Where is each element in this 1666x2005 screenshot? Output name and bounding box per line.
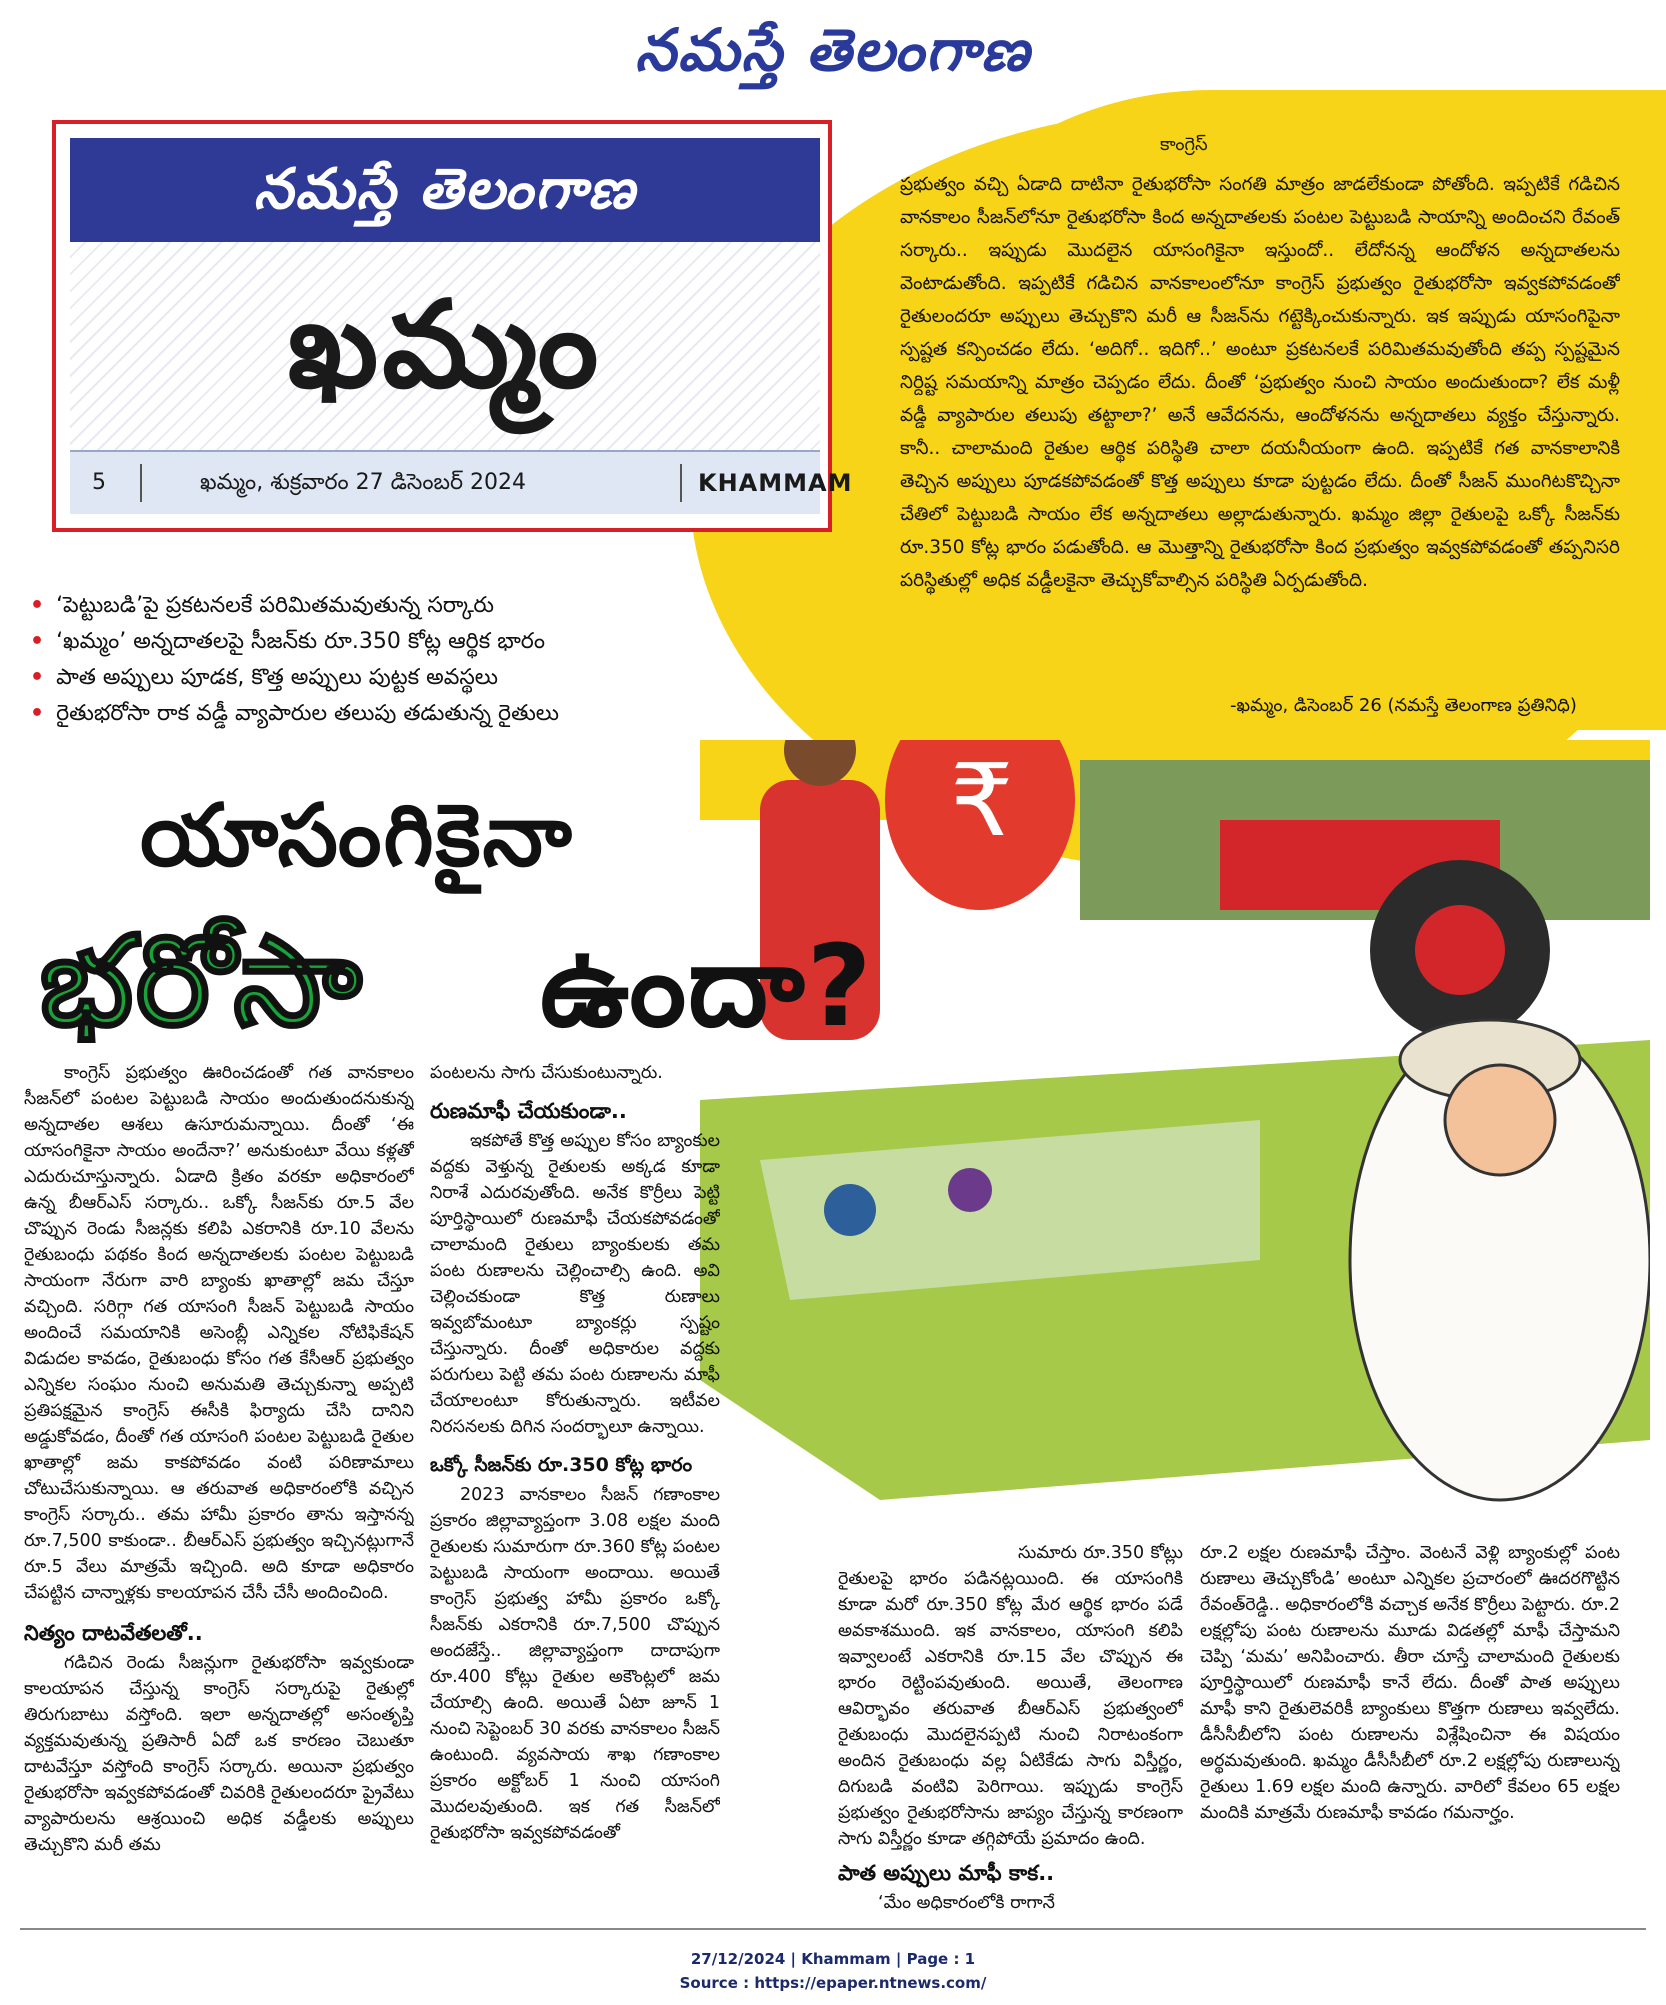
summary-bullets — [30, 588, 710, 732]
article-column-2 — [430, 1060, 720, 1920]
paragraph: ‘మేం అధికారంలోకి రాగానే — [878, 1893, 1055, 1913]
article-column-4 — [1200, 1540, 1620, 1920]
footer-source-link[interactable]: Source : https://epaper.ntnews.com/ — [679, 1974, 987, 1992]
paragraph: 2023 వానకాలం సీజన్‌ గణాంకాల ప్రకారం జిల్లావ్యాప్తంగా 3.08 లక్షల మంది రైతులకు సుమారుగా రూ.360 కోట్ల పంటల పెట్టుబడి సాయంగా అందాయి. అయితే కాంగ్రెస్‌ ప్రభుత్వ హామీ ప్రకారం ఒక్కో సీజన్‌కు ఎకరానికి రూ.7,500 చొప్పున అందజేస్తే.. జిల్లావ్యాప్తంగా దాదాపుగా రూ.400 కోట్లు రైతుల అకౌంట్లలో జమ చేయాల్సి ఉంది. అయితే ఏటా జూన్‌ 1 నుంచి సెప్టెంబర్‌ 30 వరకు వానకాలం సీజన్‌ ఉంటుంది. వ్యవసాయ శాఖ గణాంకాల ప్రకారం అక్టోబర్‌ 1 నుంచి యాసంగి మొదలవుతుంది. ఇక గత సీజన్‌లో రైతుభరోసా ఇవ్వకపోవడంతో — [430, 1485, 720, 1843]
page-number: 5 — [92, 470, 106, 495]
intro-label: కాంగ్రెస్ — [1160, 134, 1208, 155]
farm-photo-collage — [700, 740, 1650, 1540]
edition-district-panel — [70, 242, 820, 450]
edition-district: ఖమ్మం — [287, 276, 603, 415]
divider — [680, 464, 682, 502]
headline-line2-black: ఉందా? — [540, 922, 874, 1052]
paragraph: కాంగ్రెస్‌ ప్రభుత్వం ఊరించడంతో గత వానకాలం సీజన్‌లో పంటల పెట్టుబడి సాయం అందుతుందనుకున్న అన్నదాతల ఆశలు ఉసూరుమన్నాయి. దీంతో ‘ఈ యాసంగికైనా సాయం అందేనా?’ అనుకుంటూ వేయి కళ్లతో ఎదురుచూస్తున్నారు. ఏడాది క్రితం వరకూ అధికారంలో ఉన్న బీఆర్‌ఎస్‌ సర్కారు.. ఒక్కో సీజన్‌కు రూ.5 వేల చొప్పున రెండు సీజన్లకు కలిపి ఎకరానికి రూ.10 వేలను రైతుబంధు పథకం కింద అన్నదాతలకు పంటల పెట్టుబడి సాయంగా నేరుగా వారి బ్యాంకు ఖాతాల్లో జమ చేస్తూ వచ్చింది. సరిగ్గా గత యాసంగి సీజన్‌ పెట్టుబడి సాయం అందించే సమయానికి అసెంబ్లీ ఎన్నికల నోటిఫికేషన్‌ విడుదల కావడం, రైతుబంధు కోసం గత కేసీఆర్‌ ప్రభుత్వం ఎన్నికల సంఘం నుంచి అనుమతి తెచ్చుకున్నా అప్పటి ప్రతిపక్షమైన కాంగ్రెస్‌ ఈసీకి ఫిర్యాదు చేసి దానిని అడ్డుకోవడం, దీంతో గత యాసంగి పంటల పెట్టుబడి రైతుల ఖాతాల్లో జమ కాకపోవడం వంటి పరిణామాలు చోటుచేసుకున్నాయి. ఆ తరువాత అధికారంలోకి వచ్చిన కాంగ్రెస్‌ సర్కారు.. తమ హామీ ప్రకారం తాను ఇస్తానన్న రూ.7,500 కాకుండా.. బీఆర్‌ఎస్‌ ప్రభుత్వం ఇచ్చినట్లుగానే రూ.5 వేలు మాత్రమే ఇచ్చింది. అది కూడా అధికారం చేపట్టిన చాన్నాళ్లకు కాలయాపన చేసీ చేసీ అందించింది. — [24, 1063, 414, 1603]
article-column-3 — [838, 1540, 1183, 1920]
footer-line-1: 27/12/2024 | Khammam | Page : 1 — [690, 1950, 976, 1968]
bullet-item: • ‘ఖమ్మం’ అన్నదాతలపై సీజన్‌కు రూ.350 కోట్ల ఆర్థిక భారం — [30, 629, 545, 654]
bullet-item: • ‘పెట్టుబడి’పై ప్రకటనలకే పరిమితమవుతున్న సర్కారు — [30, 593, 495, 618]
photo-illustration — [700, 740, 1650, 1540]
paragraph: పంటలను సాగు చేసుకుంటున్నారు. — [430, 1063, 663, 1083]
intro-paragraph: ప్రభుత్వం వచ్చి ఏడాది దాటినా రైతుభరోసా సంగతి మాత్రం జాడలేకుండా పోతోంది. ఇప్పటికే గడిచిన వానకాలం సీజన్‌లోనూ రైతుభరోసా కింద అన్నదాతలకు పంటల పెట్టుబడి సాయాన్ని అందించని రేవంత్‌ సర్కారు.. ఇప్పుడు మొదలైన యాసంగికైనా ఇస్తుందో.. లేదోనన్న ఆందోళన అన్నదాతలను వెంటాడుతోంది. ఇప్పటికే గడిచిన వానకాలంలోనూ కాంగ్రెస్‌ ప్రభుత్వం రైతుభరోసా ఇవ్వకపోవడంతో రైతులందరూ అప్పులు తెచ్చుకొని మరీ ఆ సీజన్‌ను గట్టెక్కించుకున్నారు. ఇక ఇప్పుడు యాసంగిపైనా స్పష్టత కన్పించడం లేదు. ‘అదిగో.. ఇదిగో..’ అంటూ ప్రకటనలకే పరిమితమవుతోంది తప్ప స్పష్టమైన నిర్దిష్ట సమయాన్ని మాత్రం చెప్పడం లేదు. దీంతో ‘ప్రభుత్వం నుంచి సాయం అందుతుందా? లేక మళ్లీ వడ్డీ వ్యాపారుల తలుపు తట్టాలా?’ అనే ఆవేదనను, ఆందోళనను అన్నదాతలు వ్యక్తం చేస్తున్నారు. కానీ.. చాలామంది రైతుల ఆర్థిక పరిస్థితి చాలా దయనీయంగా ఉంది. ఇప్పటికే గత వానకాలానికి తెచ్చిన అప్పులు పూడకపోవడంతో కొత్త అప్పులు కూడా పుట్టడం లేదు. దీంతో సీజన్‌ ముంగిటకొచ్చినా చేతిలో పెట్టుబడి సాయం లేక అన్నదాతలు అల్లాడుతున్నారు. ఖమ్మం జిల్లా రైతులపై ఒక్కో సీజన్‌కు రూ.350 కోట్ల భారం పడుతోంది. ఆ మొత్తాన్ని రైతుభరోసా కింద ప్రభుత్వం ఇవ్వకపోవడంతో తప్పనిసరి పరిస్థితుల్లో అధిక వడ్డీలకైనా తెచ్చుకోవాల్సిన పరిస్థితి ఏర్పడుతోంది. — [900, 174, 1620, 591]
intro-byline: -ఖమ్మం, డిసెంబర్‌ 26 (నమస్తే తెలంగాణ ప్రతినిధి) — [1230, 695, 1577, 716]
date-text: ఖమ్మం, శుక్రవారం 27 డిసెంబర్ 2024 — [200, 470, 527, 495]
paragraph: సుమారు రూ.350 కోట్లు రైతులపై భారం పడినట్లయింది. ఈ యాసంగికి కూడా మరో రూ.350 కోట్ల మేర ఆర్థిక భారం పడే అవకాశముంది. ఇక వానకాలం, యాసంగి కలిపి ఇవ్వాలంటే ఎకరానికి రూ.15 వేల చొప్పున ఈ భారం రెట్టింపవుతుంది. అయితే, తెలంగాణ ఆవిర్భావం తరువాత బీఆర్‌ఎస్‌ ప్రభుత్వంలో రైతుబంధు మొదలైనప్పటి నుంచి నిరాటంకంగా అందిన రైతుబంధు వల్ల ఏటికేడు సాగు విస్తీర్ణం, దిగుబడి వంటివి పెరిగాయి. ఇప్పుడు కాంగ్రెస్‌ ప్రభుత్వం రైతుభరోసాను జాప్యం చేస్తున్న కారణంగా సాగు విస్తీర్ణం కూడా తగ్గిపోయే ప్రమాదం ఉంది. — [838, 1543, 1183, 1849]
worker-figure — [824, 1184, 876, 1236]
headline-line2-green: భరోసా — [40, 910, 365, 1054]
paragraph: గడిచిన రెండు సీజన్లుగా రైతుభరోసా ఇవ్వకుండా కాలయాపన చేస్తున్న కాంగ్రెస్‌ సర్కారుపై రైతుల్లో తిరుగుబాటు వస్తోంది. ఇలా అన్నదాతల్లో అసంతృప్తి వ్యక్తమవుతున్న ప్రతిసారీ ఏదో ఒక కారణం చెబుతూ దాటవేస్తూ వస్తోంది కాంగ్రెస్‌ సర్కారు. అయినా ప్రభుత్వం రైతుభరోసా ఇవ్వకపోవడంతో చివరికి రైతులందరూ ప్రైవేటు వ్యాపారులను ఆశ్రయించి అధిక వడ్డీలకు అప్పులు తెచ్చుకొని మరీ తమ — [24, 1653, 414, 1855]
worker-figure — [948, 1168, 992, 1212]
masthead-title: నమస్తే తెలంగాణ — [635, 16, 1031, 84]
edition-brand-bar — [70, 138, 820, 242]
edition-brand: నమస్తే తెలంగాణ — [253, 157, 637, 222]
bullet-item: • రైతుభరోసా రాక వడ్డీ వ్యాపారుల తలుపు తడుతున్న రైతులు — [30, 701, 560, 726]
subheading: పాత అప్పులు మాఫీ కాక.. — [838, 1861, 1055, 1885]
subheading: రుణమాఫీ చేయకుండా.. — [430, 1099, 627, 1123]
edition-dateline — [70, 450, 853, 514]
divider — [140, 464, 142, 502]
article-column-1 — [24, 1060, 414, 1920]
tractor-hub — [1415, 905, 1505, 995]
footer-rule — [20, 1928, 1646, 1930]
subheading: నిత్యం దాటవేతలతో.. — [24, 1621, 203, 1645]
city-label: KHAMMAM — [698, 469, 853, 497]
cartoon-face — [1445, 1065, 1555, 1175]
paragraph: ఇకపోతే కొత్త అప్పుల కోసం బ్యాంకుల వద్దకు వెళ్తున్న రైతులకు అక్కడ కూడా నిరాశే ఎదురవుతోంది. అనేక కొర్రీలు పెట్టి పూర్తిస్థాయిలో రుణమాఫీ చేయకపోవడంతో చాలామంది రైతులు బ్యాంకులకు తమ పంట రుణాలను చెల్లించాల్సి ఉంది. అవి చెల్లించకుండా కొత్త రుణాలు ఇవ్వబోమంటూ బ్యాంకర్లు స్పష్టం చేస్తున్నారు. దీంతో అధికారుల వద్దకు పరుగులు పెట్టి తమ పంట రుణాలను మాఫీ చేయాలంటూ కోరుతున్నారు. ఇటీవల నిరసనలకు దిగిన సందర్భాలూ ఉన్నాయి. — [430, 1131, 720, 1437]
rupee-icon: ₹ — [950, 742, 1014, 859]
subheading: ఒక్కో సీజన్‌కు రూ.350 కోట్ల భారం — [430, 1454, 693, 1476]
paragraph: రూ.2 లక్షల రుణమాఫీ చేస్తాం. వెంటనే వెళ్లి బ్యాంకుల్లో పంట రుణాలు తెచ్చుకోండి’ అంటూ ఎన్నికల ప్రచారంలో ఊదరగొట్టిన రేవంత్‌రెడ్డి.. అధికారంలోకి వచ్చాక అనేక కొర్రీలు పెట్టారు. రూ.2 లక్షల్లోపు పంట రుణాలను మూడు విడతల్లో మాఫీ చేస్తామని చెప్పి ‘మమ’ అనిపించారు. తీరా చూస్తే చాలామంది రైతులకు పూర్తిస్థాయిలో రుణమాఫీ కానే లేదు. దీంతో పాత అప్పులు మాఫీ కాని రైతులెవరికీ బ్యాంకులు కొత్తగా రుణాలు ఇవ్వలేదు. డీసీసీబీలోని పంట రుణాలను విశ్లేషించినా ఈ విషయం అర్థమవుతుంది. ఖమ్మం డీసీసీబీలో రూ.2 లక్షల్లోపు రుణాలున్న రైతులు 1.69 లక్షల మంది ఉన్నారు. వారిలో కేవలం 65 లక్షల మందికి మాత్రమే రుణమాఫీ కావడం గమనార్హం. — [1200, 1543, 1620, 1823]
bullet-item: • పాత అప్పులు పూడక, కొత్త అప్పులు పుట్టక అవస్థలు — [30, 665, 499, 690]
headline-line1: యాసంగికైనా — [140, 786, 574, 886]
